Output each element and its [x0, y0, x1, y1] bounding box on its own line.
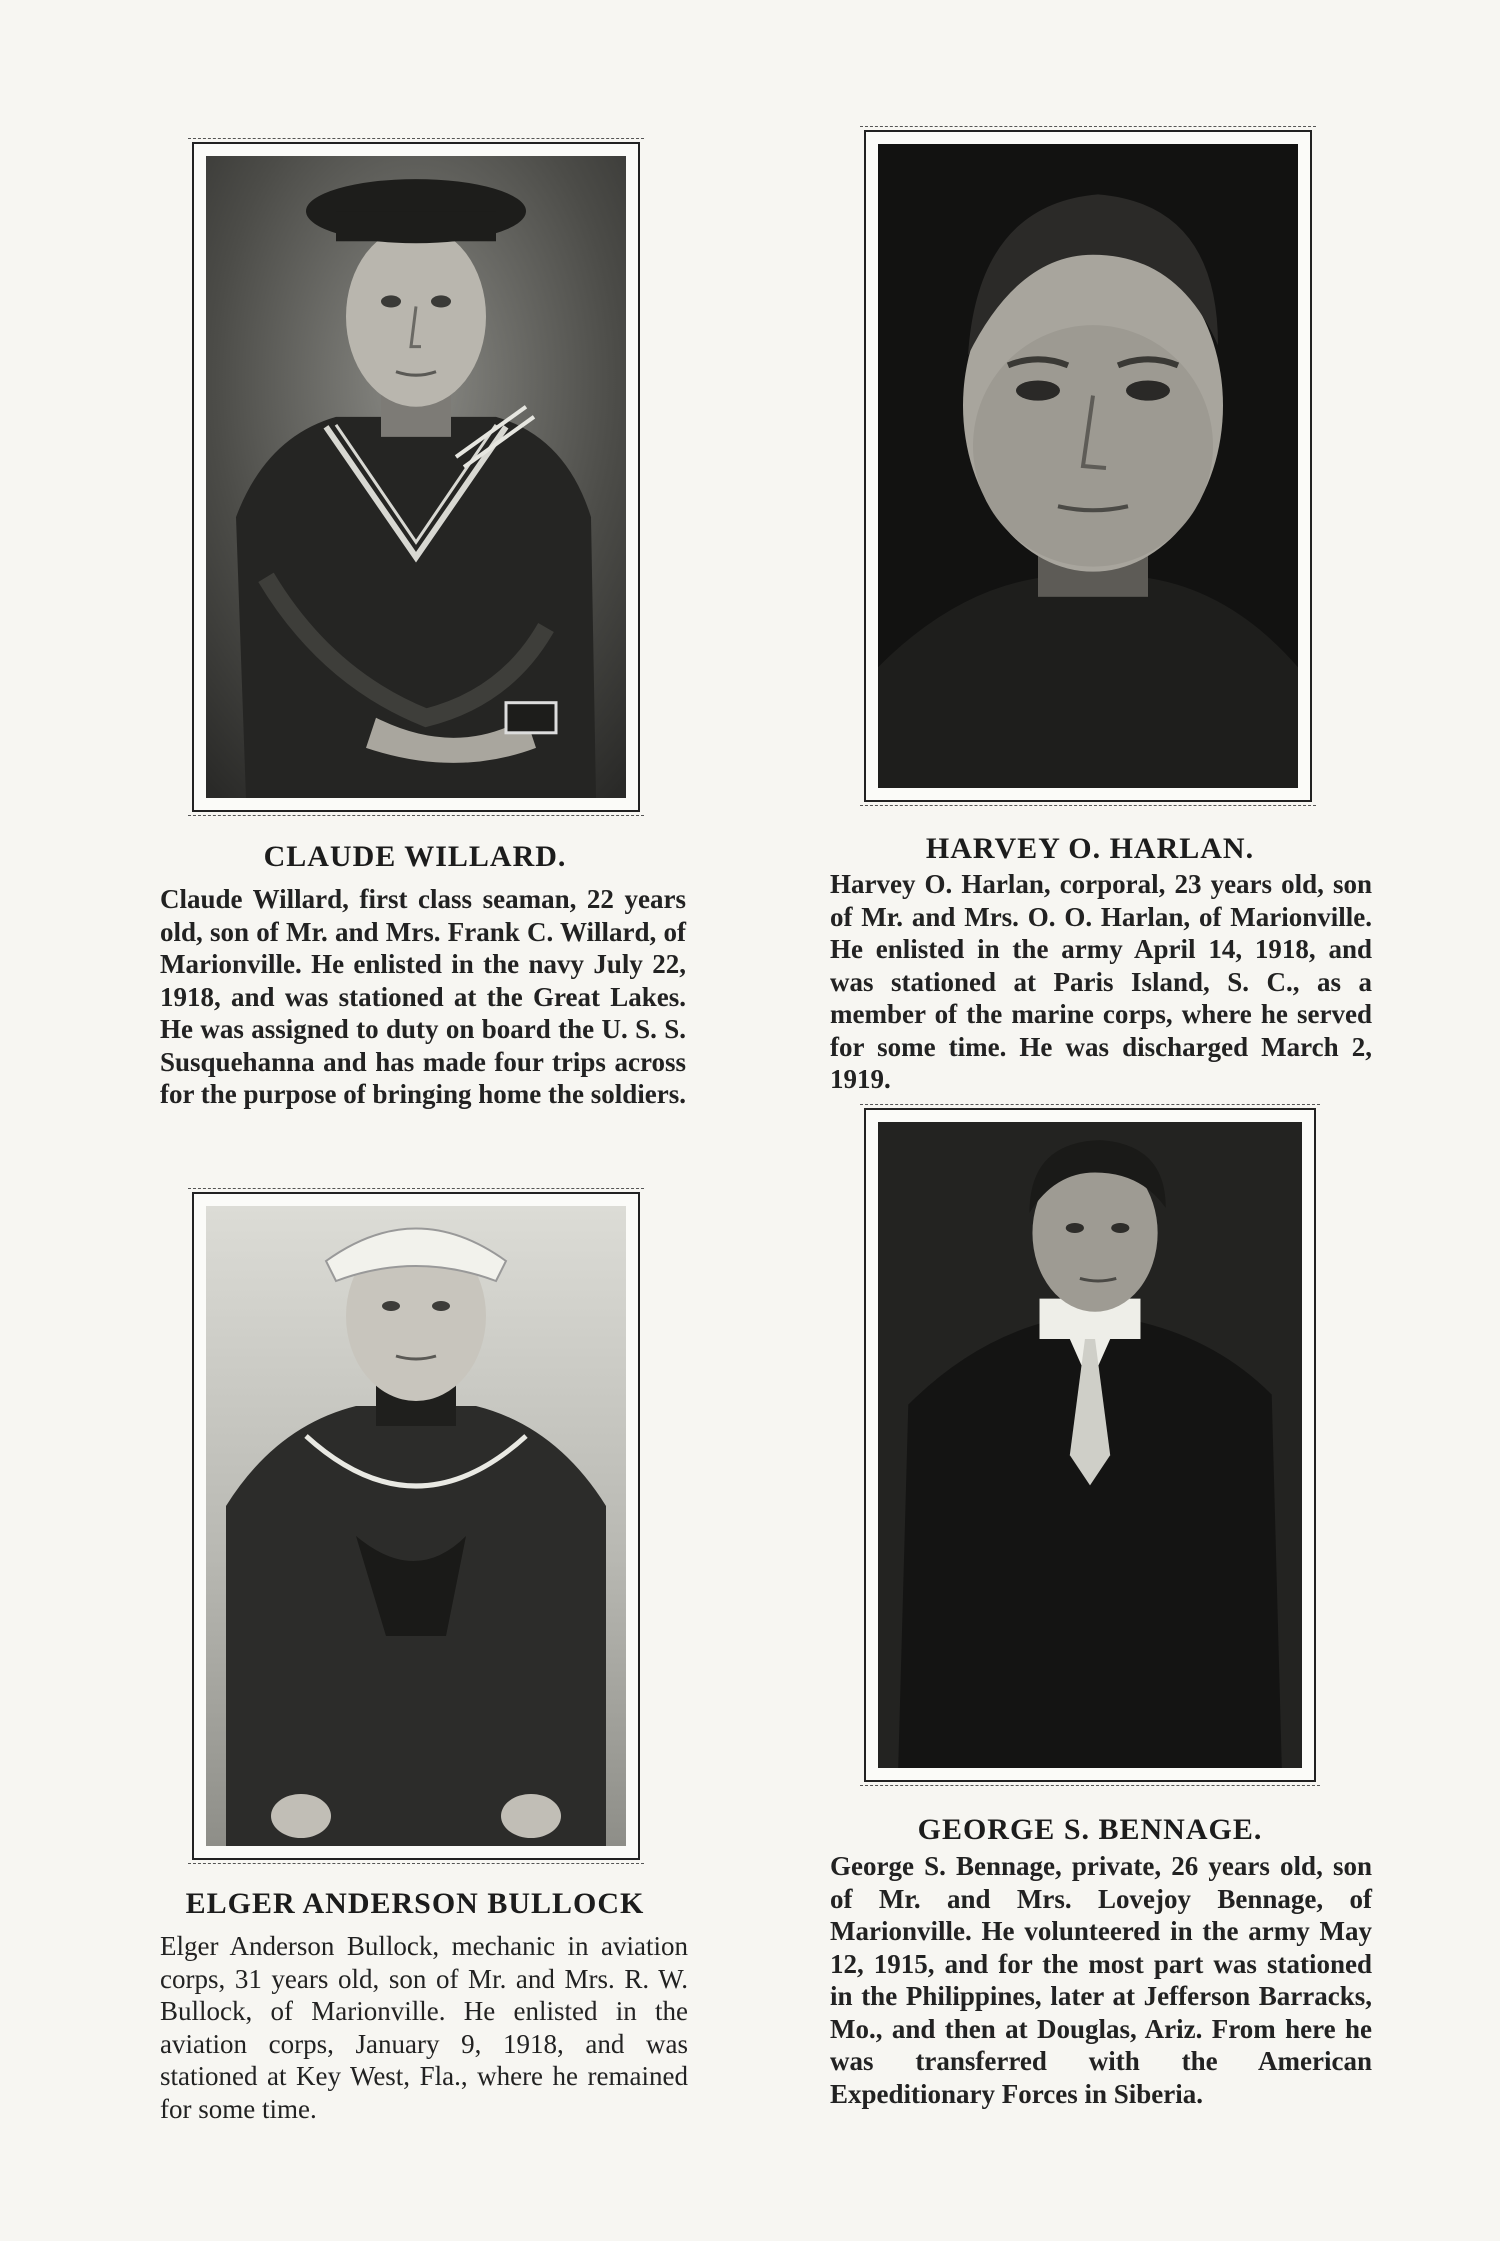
portrait-image	[206, 156, 626, 798]
portrait-claude-willard	[192, 142, 640, 812]
portrait-harvey-o-harlan	[864, 130, 1312, 802]
portrait-george-s-bennage	[864, 1108, 1316, 1782]
entry-bio-george-s-bennage: George S. Bennage, private, 26 years old, son of Mr. and Mrs. Lovejoy Bennage, of Marionville. He volunteered in the army May 12, 1915, and for the most part was stationed in the Philippines, later at Jefferson Barracks, Mo., and then at Douglas, Ariz. From here he was transferred with the American Expeditionary Forces in Siberia.	[830, 1851, 1372, 2109]
entry-name-elger-anderson-bullock: ELGER ANDERSON BULLOCK	[185, 1887, 645, 1920]
portrait-image	[878, 1122, 1302, 1768]
portrait-image	[878, 144, 1298, 788]
entry-bio-harvey-o-harlan: Harvey O. Harlan, corporal, 23 years old, son of Mr. and Mrs. O. O. Harlan, of Marionville. He enlisted in the army April 14, 1918, and was stationed at Paris Island, S. C., as a member of the marine corps, where he served for some time. He was discharged March 2, 1919.	[830, 869, 1372, 1094]
entry-name-claude-willard: CLAUDE WILLARD.	[263, 840, 567, 873]
entry-name-george-s-bennage: GEORGE S. BENNAGE.	[917, 1813, 1263, 1846]
entry-bio-elger-anderson-bullock: Elger Anderson Bullock, mechanic in aviation corps, 31 years old, son of Mr. and Mrs. R. W. Bullock, of Marionville. He enlisted in the aviation corps, January 9, 1918, and was stationed at Key West, Fla., where he remained for some time.	[160, 1931, 688, 2124]
entry-name-harvey-o-harlan: HARVEY O. HARLAN.	[925, 832, 1255, 865]
portrait-image	[206, 1206, 626, 1846]
entry-bio-claude-willard: Claude Willard, first class seaman, 22 years old, son of Mr. and Mrs. Frank C. Willard, of Marionville. He enlisted in the navy July 22, 1918, and was stationed at the Great Lakes. He was assigned to duty on board the U. S. S. Susquehanna and has made four trips across for the purpose of bringing home the soldiers.	[160, 884, 687, 1109]
portrait-elger-anderson-bullock	[192, 1192, 640, 1860]
